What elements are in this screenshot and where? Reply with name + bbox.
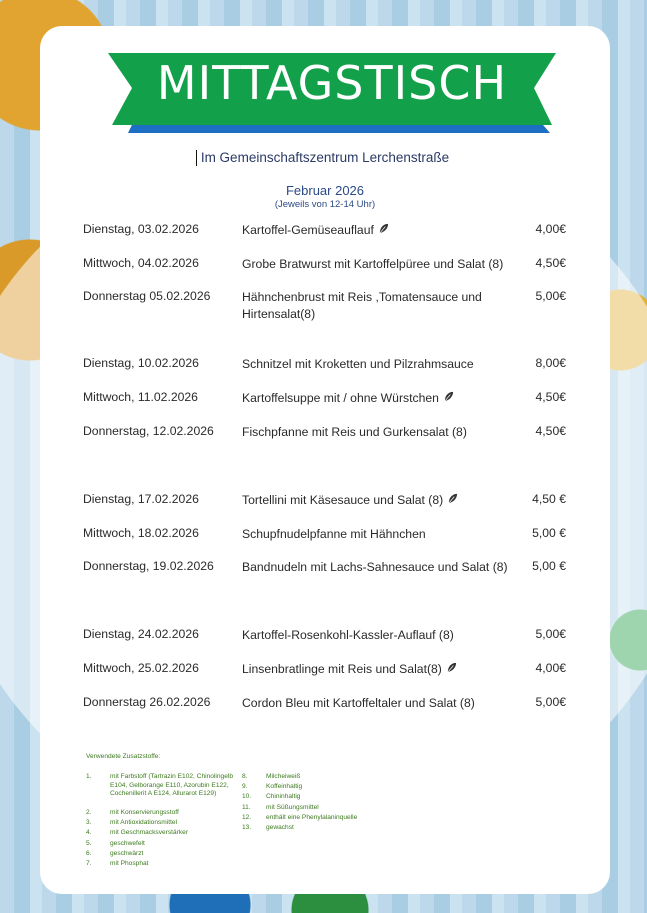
menu-price: 5,00 € (532, 559, 566, 573)
additives-list-right (242, 773, 442, 834)
menu-dish (242, 492, 532, 510)
leaf-icon (447, 493, 458, 510)
additive-item (242, 824, 442, 833)
additive-number: 5. (86, 839, 92, 847)
menu-date: Mittwoch, 18.02.2026 (83, 526, 199, 540)
menu-date: Dienstag, 03.02.2026 (83, 222, 199, 236)
additive-item (242, 773, 442, 782)
additive-number: 4. (86, 829, 92, 837)
additive-item (86, 850, 286, 859)
menu-dish (242, 256, 532, 273)
menu-dish (242, 356, 532, 373)
menu-dish-text: Kartoffel-Gemüseauflauf (242, 223, 374, 237)
menu-dish (242, 695, 532, 712)
menu-date: Mittwoch, 11.02.2026 (83, 390, 198, 404)
menu-dish (242, 526, 532, 543)
menu-dish-text: Schnitzel mit Kroketten und Pilzrahmsauce (242, 357, 474, 371)
additive-text: Milcheiweiß (266, 773, 301, 780)
additive-text: mit Antioxidationsmittel (110, 819, 178, 827)
leaf-icon (446, 662, 457, 679)
additive-item (242, 814, 442, 823)
menu-dish-text: Cordon Bleu mit Kartoffeltaler und Salat (8) (242, 696, 475, 710)
menu-price: 4,50€ (535, 256, 566, 270)
month-heading: Februar 2026 (285, 183, 365, 198)
menu-date: Donnerstag, 12.02.2026 (83, 424, 214, 438)
menu-dish-text: Bandnudeln mit Lachs-Sahnesauce und Salat (8) (242, 560, 508, 574)
additive-text: enthält eine Phenylalaninquelle (266, 813, 358, 821)
menu-dish (242, 627, 532, 644)
menu-dish-text: Grobe Bratwurst mit Kartoffelpüree und Salat (8) (242, 257, 504, 271)
additive-text: gewachst (266, 823, 294, 831)
menu-date: Dienstag, 17.02.2026 (83, 492, 199, 506)
additive-number: 10. (242, 793, 252, 801)
additive-text: mit Konservierungsstoff (110, 808, 179, 816)
page-title: MITTAGSTISCH (156, 56, 508, 110)
location-subtitle: Im Gemeinschaftszentrum Lerchenstraße (200, 150, 450, 165)
additive-number: 8. (242, 773, 248, 780)
serving-hours: (Jeweils von 12-14 Uhr) (274, 199, 376, 210)
additive-number: 3. (86, 819, 92, 827)
menu-price: 8,00€ (535, 356, 566, 370)
menu-price: 5,00€ (535, 289, 566, 303)
additive-number: 13. (242, 823, 252, 831)
additive-text: geschwärzt (110, 849, 144, 857)
menu-date: Donnerstag 26.02.2026 (83, 695, 211, 709)
menu-dish (242, 661, 532, 679)
additive-number: 12. (242, 813, 252, 821)
menu-dish (242, 424, 532, 441)
menu-dish-text: Schupfnudelpfanne mit Hähnchen (242, 527, 426, 541)
menu-dish-text: Kartoffelsuppe mit / ohne Würstchen (242, 391, 439, 405)
additives-heading: Verwendete Zusatzstoffe: (86, 753, 161, 760)
menu-price: 5,00€ (535, 627, 566, 641)
additive-item (242, 793, 442, 802)
menu-price: 4,50€ (535, 390, 566, 404)
menu-dish (242, 390, 532, 408)
leaf-icon (378, 223, 389, 240)
additive-number: 2. (86, 808, 92, 816)
menu-price: 4,00€ (535, 222, 566, 236)
menu-sheet (40, 26, 610, 894)
menu-price: 4,50€ (535, 424, 566, 438)
additive-item (242, 804, 442, 813)
additive-text: mit Phosphat (110, 859, 149, 867)
menu-date: Dienstag, 10.02.2026 (83, 356, 199, 370)
additive-number: 9. (242, 783, 248, 791)
additive-text: Koffeinhaltig (266, 783, 303, 791)
additive-text: Chininhaltig (266, 793, 301, 801)
menu-date: Mittwoch, 25.02.2026 (83, 661, 199, 675)
menu-date: Donnerstag 05.02.2026 (83, 289, 211, 303)
menu-date: Mittwoch, 04.02.2026 (83, 256, 199, 270)
menu-price: 4,00€ (535, 661, 566, 675)
leaf-icon (443, 391, 454, 408)
menu-price: 5,00€ (535, 695, 566, 709)
menu-price: 4,50 € (532, 492, 566, 506)
menu-dish-text: Linsenbratlinge mit Reis und Salat(8) (242, 662, 442, 676)
menu-price: 5,00 € (532, 526, 566, 540)
menu-dish (242, 222, 532, 240)
menu-dish (242, 289, 532, 323)
menu-date: Dienstag, 24.02.2026 (83, 627, 199, 641)
menu-dish-text: Tortellini mit Käsesauce und Salat (8) (242, 493, 444, 507)
additive-text: geschwefelt (110, 839, 145, 847)
additive-number: 11. (242, 803, 251, 811)
additive-number: 1. (86, 773, 92, 780)
additive-item (242, 783, 442, 792)
additive-text: mit Geschmacksverstärker (110, 829, 189, 837)
additive-text: mit Farbstoff (Tartrazin E102, Chinolingelb E104, Gelborange E110, Azorubin E122, Cochenillerit A E124, Allurarot E129) (110, 773, 234, 798)
menu-dish-text: Hähnchenbrust mit Reis ,Tomatensauce und Hirtensalat(8) (242, 290, 482, 321)
menu-date: Donnerstag, 19.02.2026 (83, 559, 214, 573)
additive-item (86, 860, 286, 869)
additive-number: 6. (86, 849, 92, 857)
additive-number: 7. (86, 859, 92, 867)
menu-dish-text: Fischpfanne mit Reis und Gurkensalat (8) (242, 425, 467, 439)
additive-text: mit Süßungsmittel (266, 803, 319, 811)
menu-dish-text: Kartoffel-Rosenkohl-Kassler-Auflauf (8) (242, 628, 454, 642)
additive-item (86, 840, 286, 849)
menu-dish (242, 559, 532, 576)
